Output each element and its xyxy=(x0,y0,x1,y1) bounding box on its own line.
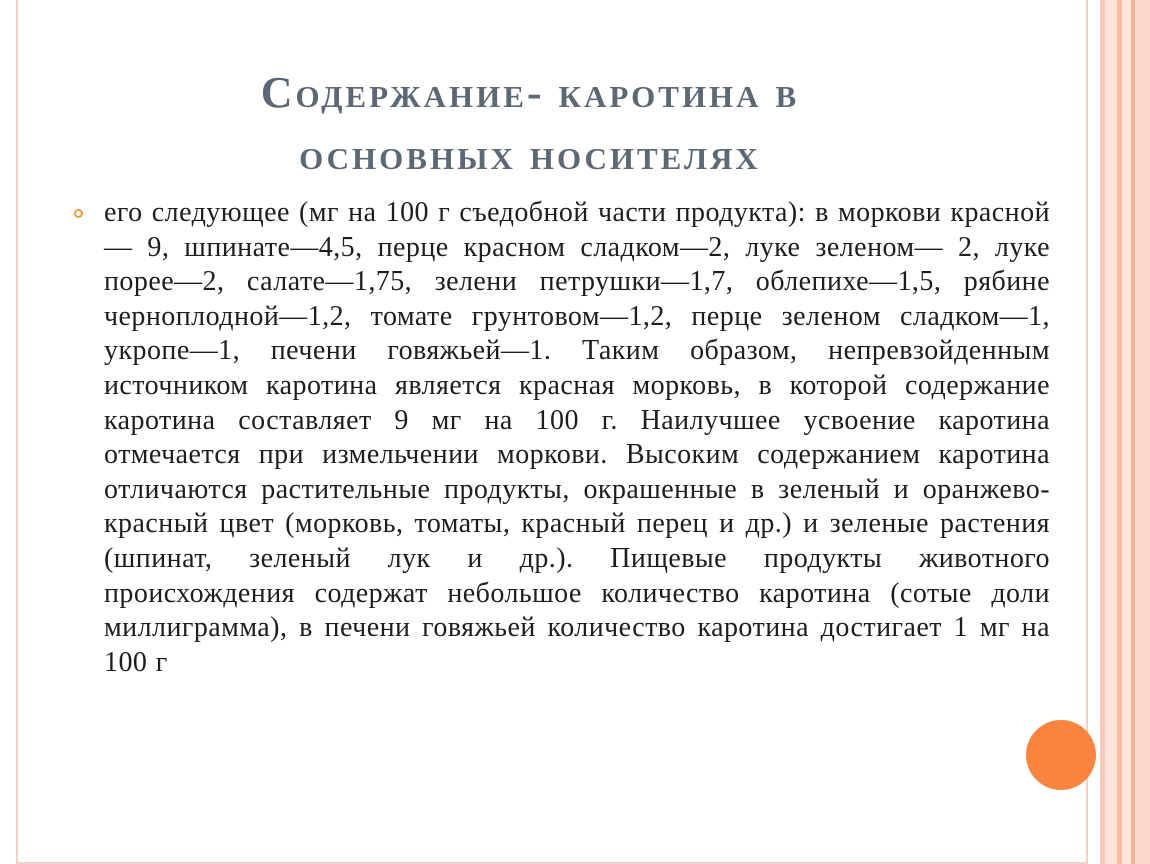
decorative-orange-circle xyxy=(1026,720,1096,790)
decorative-stripe xyxy=(1122,0,1131,864)
bullet-circle-icon xyxy=(74,209,83,218)
decorative-stripe xyxy=(1135,0,1150,864)
slide-title-line-1: Содержание- каротина в xyxy=(260,68,800,117)
slide-body-text: его следующее (мг на 100 г съедобной части продукта): в моркови красной— 9, шпинате—4,5, перце красном сладком—2, луке зеленом— 2, луке порее—2, салате—1,75, зелени петрушки—1,7, облепихе—1,5, рябине черноплодной—1,2, томате грунтовом—1,2, перце зеленом сладком—1, укропе—1, печени говяжьей—1. Таким образом, непревзойденным источником каротина является красная морковь, в которой содержание каротина составляет 9 мг на 100 г. Наилучшее усвоение каротина отмечается при измельчении моркови. Высоким содержанием каротина отличаются растительные продукты, окрашенные в зеленый и оранжево-красный цвет (морковь, томаты, красный перец и др.) и зеленые растения (шпинат, зеленый лук и др.). Пищевые продукты животного происхождения содержат небольшое количество каротина (сотые доли миллиграмма), в печени говяжьей количество каротина достигает 1 мг на 100 г xyxy=(104,197,1050,678)
slide-title xyxy=(120,62,940,186)
decorative-stripe xyxy=(1105,0,1117,864)
slide-title-line-2: основных носителях xyxy=(299,130,761,179)
